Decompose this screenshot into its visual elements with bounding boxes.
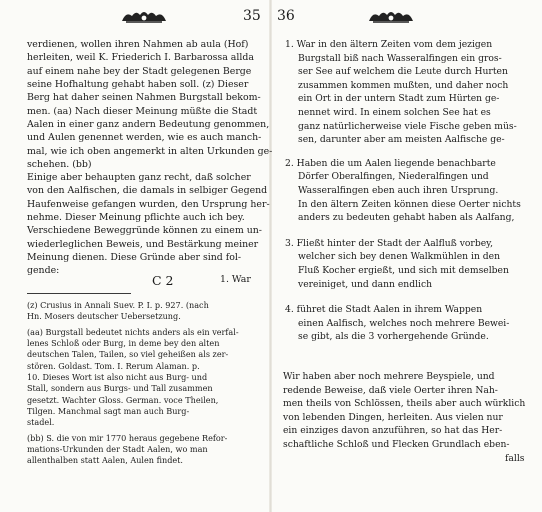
footnotes-left: (z) Crusius in Annali Suev. P. I. p. 927. (nach Hn. Mosers deutscher Uebersetzung. (aa) Burgstall bedeutet nichts anders als ein verfal- lenes Schloß oder Burg, in deme bey den alten deutschen Talen, Tailen, so viel geheißen als zer- stören. Goldast. Tom. I. Rerum Alaman. p. 10. Dieses Wort ist also nicht aus Burg- und Stall, sondern aus Burgs- und Tall zusammen gesetzt. Wachter Gloss. German. voce Theilen, Tilgen. Manchmal sagt man auch Burg- stadel. (bb) S. die von mir 1770 heraus gegebene Refor- mations-Urkunden der Stadt Aalen, wo man allenthalben statt Aalen, Aulen findet. [27, 300, 239, 466]
right-list: 1. War in den ältern Zeiten vom dem jezigen Burgstall biß nach Wasseralfingen ein gros- ser See auf welchem die Leute durch Hurten zusammen kommen mußten, und daher noch ein Ort in der untern Stadt zum Hürten ge- nennet wird. In einem solchen See hat es ganz natürlicherweise viele Fische geben müs- sen, darunter aber am meisten Aalfische ge- 2. Haben die um Aalen liegende benachbarte Dörfer Oberalfingen, Niederalfingen und Wasseralfingen eben auch ihren Ursprung. In den ältern Zeiten können diese Oerter nichts anders zu bedeuten gehabt haben als Aalfang, 3. Fließt hinter der Stadt der Aalfluß vorbey, welcher sich bey denen Walkmühlen in den Fluß Kocher ergießt, und sich mit demselben vereiniget, und dann endlich 4. führet die Stadt Aalen in ihrem Wappen einen Aalfisch, welches noch mehrere Bewei- se gibt, als die 3 vorhergehende Gründe. [285, 39, 521, 343]
page-number-left: 35 [243, 8, 261, 24]
footnote-rule [27, 293, 131, 294]
headpiece-ornament-icon [120, 9, 168, 24]
signature-mark: C 2 [152, 273, 174, 288]
left-body-paragraph-2: Einige aber behaupten ganz recht, daß solcher von den Aalfischen, die damals in selbiger Gegend Haufenweise gefangen wurden, den Ursprung her- nehme. Dieser Meinung pflichte auch ich bey. Verschiedene Beweggründe können zu einem un- wiederleglichen Beweis, und Bestärkung meiner Meinung dienen. Diese Gründe aber sind fol- gende: [27, 172, 270, 277]
list-item-4: 4. führet die Stadt Aalen in ihrem Wappen [285, 304, 483, 316]
footnote-bb: (bb) S. die von mir 1770 heraus gegebene Refor- [27, 432, 228, 443]
catchword: 1. War [220, 274, 251, 285]
catchword-right: falls [505, 452, 525, 464]
page-number-right: 36 [277, 8, 295, 24]
headpiece-ornament-icon [367, 9, 415, 24]
right-body-paragraph: Wir haben aber noch mehrere Beyspiele, und redende Beweise, daß viele Oerter ihren Nah- men theils von Schlössen, theils aber auch würklich von lebenden Dingen, herleiten. Aus vielen nur ein einziges davon anzuführen, so hat das Her- schaftliche Schloß und Flecken Grundlach eben- falls [283, 371, 526, 464]
right-page [271, 0, 542, 512]
list-item-2: 2. Haben die um Aalen liegende benachbarte [285, 157, 496, 169]
footnote-aa: (aa) Burgstall bedeutet nichts anders als ein verfal- [27, 326, 239, 337]
list-item-3: 3. Fließt hinter der Stadt der Aalfluß vorbey, [285, 237, 494, 249]
list-item-1: 1. War in den ältern Zeiten vom dem jezigen [285, 39, 493, 50]
footnote-z: (z) Crusius in Annali Suev. P. I. p. 927. (nach [27, 300, 209, 310]
left-body-paragraph-1: verdienen, wollen ihren Nahmen ab aula (Hof) herleiten, weil K. Friederich I. Barbarossa allda auf einem nahe bey der Stadt gelegenen Berge seine Hofhaltung gehabt haben soll. (z) Dieser Berg hat daher seinen Nahmen Burgstall bekom- men. (aa) Nach dieser Meinung müßte die Stadt Aalen in einer ganz andern Bedeutung genommen, und Aulen genennet werden, wie es auch manch- mal, wie ich oben angemerkt in alten Urkunden ge- schehen. (bb) [27, 39, 273, 171]
